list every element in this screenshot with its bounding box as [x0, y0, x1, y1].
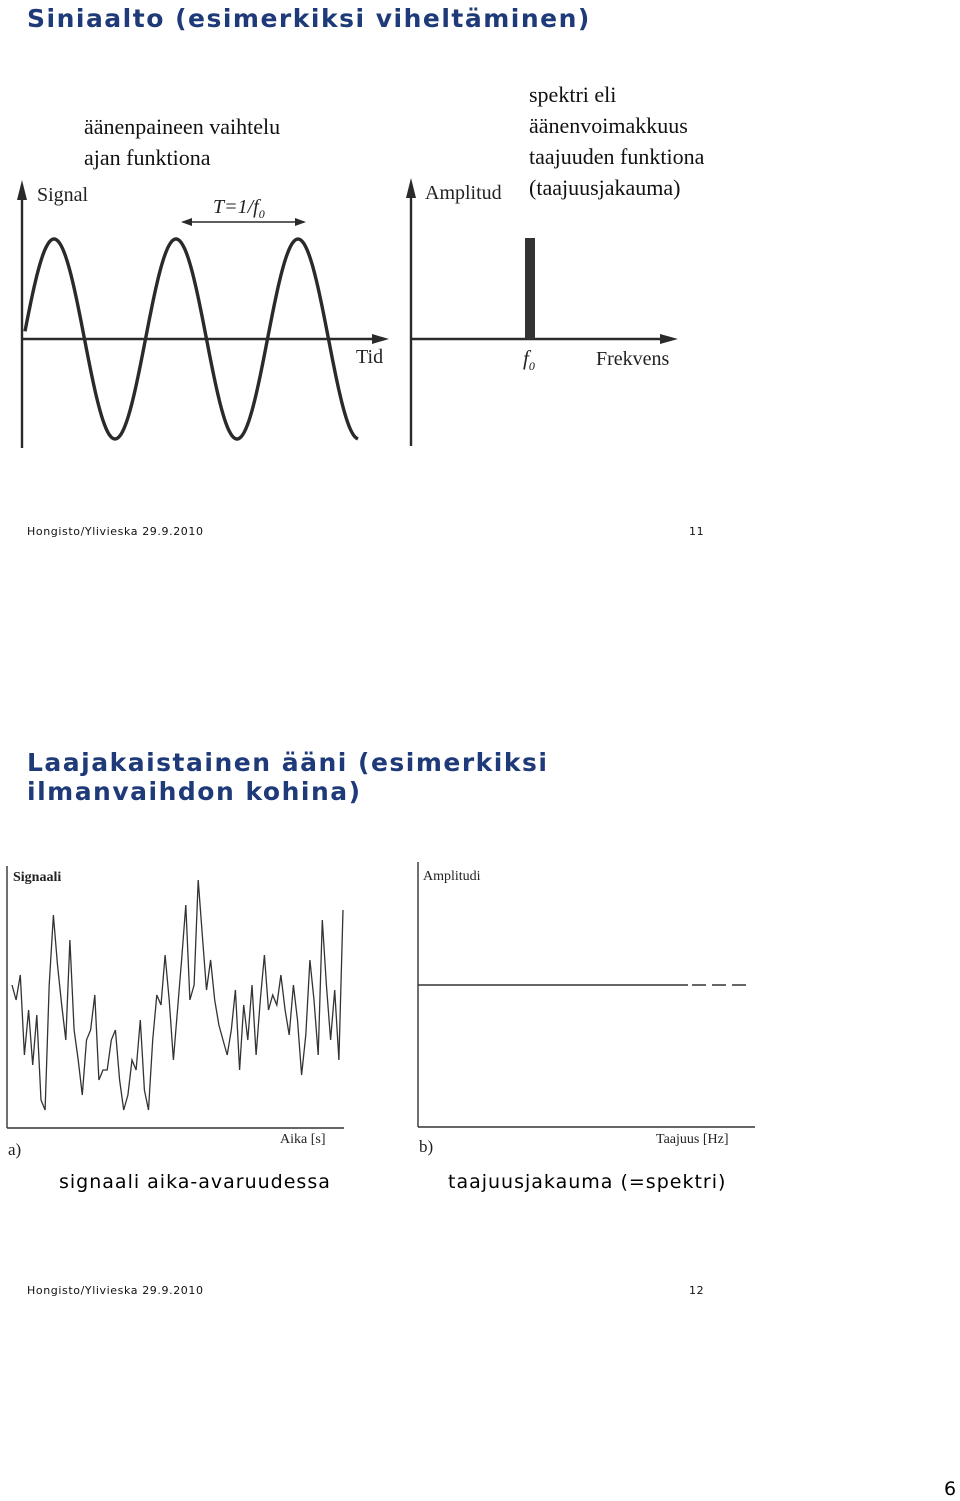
- noise-panel-label: a): [8, 1140, 22, 1159]
- sine-y-label: Signal: [37, 184, 89, 206]
- slide2-title-line: Laajakaistainen ääni (esimerkiksi: [27, 748, 549, 777]
- note-right-line: spektri eli: [529, 82, 617, 107]
- note-right-line: (taajuusjakauma): [529, 175, 681, 200]
- slide1-footer: Hongisto/Ylivieska 29.9.2010: [27, 525, 204, 538]
- period-label-text: T=1/f: [213, 196, 259, 218]
- noise-x-label: Aika [s]: [280, 1132, 326, 1147]
- spectrum-y-label: Amplitud: [425, 182, 502, 204]
- period-label-subscript: 0: [258, 207, 265, 221]
- note-left-line: ajan funktiona: [84, 145, 211, 170]
- caption-right: taajuusjakauma (=spektri): [448, 1171, 727, 1193]
- note-right-line: äänenvoimakkuus: [529, 113, 688, 138]
- slide2-page-number: 12: [689, 1284, 705, 1297]
- noise-y-label: Signaali: [13, 870, 62, 885]
- note-left-line: äänenpaineen vaihtelu: [84, 114, 281, 139]
- spectrum-tick-text: f: [523, 346, 529, 370]
- document-page-number: 6: [944, 1478, 957, 1500]
- slide2-title-line: ilmanvaihdon kohina): [27, 777, 362, 806]
- flat-panel-label: b): [419, 1137, 434, 1156]
- spectrum-x-label: Frekvens: [596, 348, 670, 370]
- caption-left: signaali aika-avaruudessa: [59, 1171, 331, 1193]
- flat-x-label: Taajuus [Hz]: [656, 1132, 729, 1147]
- slide1-page-number: 11: [689, 525, 705, 538]
- slide1-title: Siniaalto (esimerkiksi viheltäminen): [27, 4, 591, 33]
- note-right-line: taajuuden funktiona: [529, 144, 705, 169]
- flat-y-label: Amplitudi: [423, 869, 481, 884]
- slide2-footer: Hongisto/Ylivieska 29.9.2010: [27, 1284, 204, 1297]
- spectrum-tick-subscript: 0: [528, 359, 535, 374]
- sine-x-label: Tid: [356, 346, 384, 368]
